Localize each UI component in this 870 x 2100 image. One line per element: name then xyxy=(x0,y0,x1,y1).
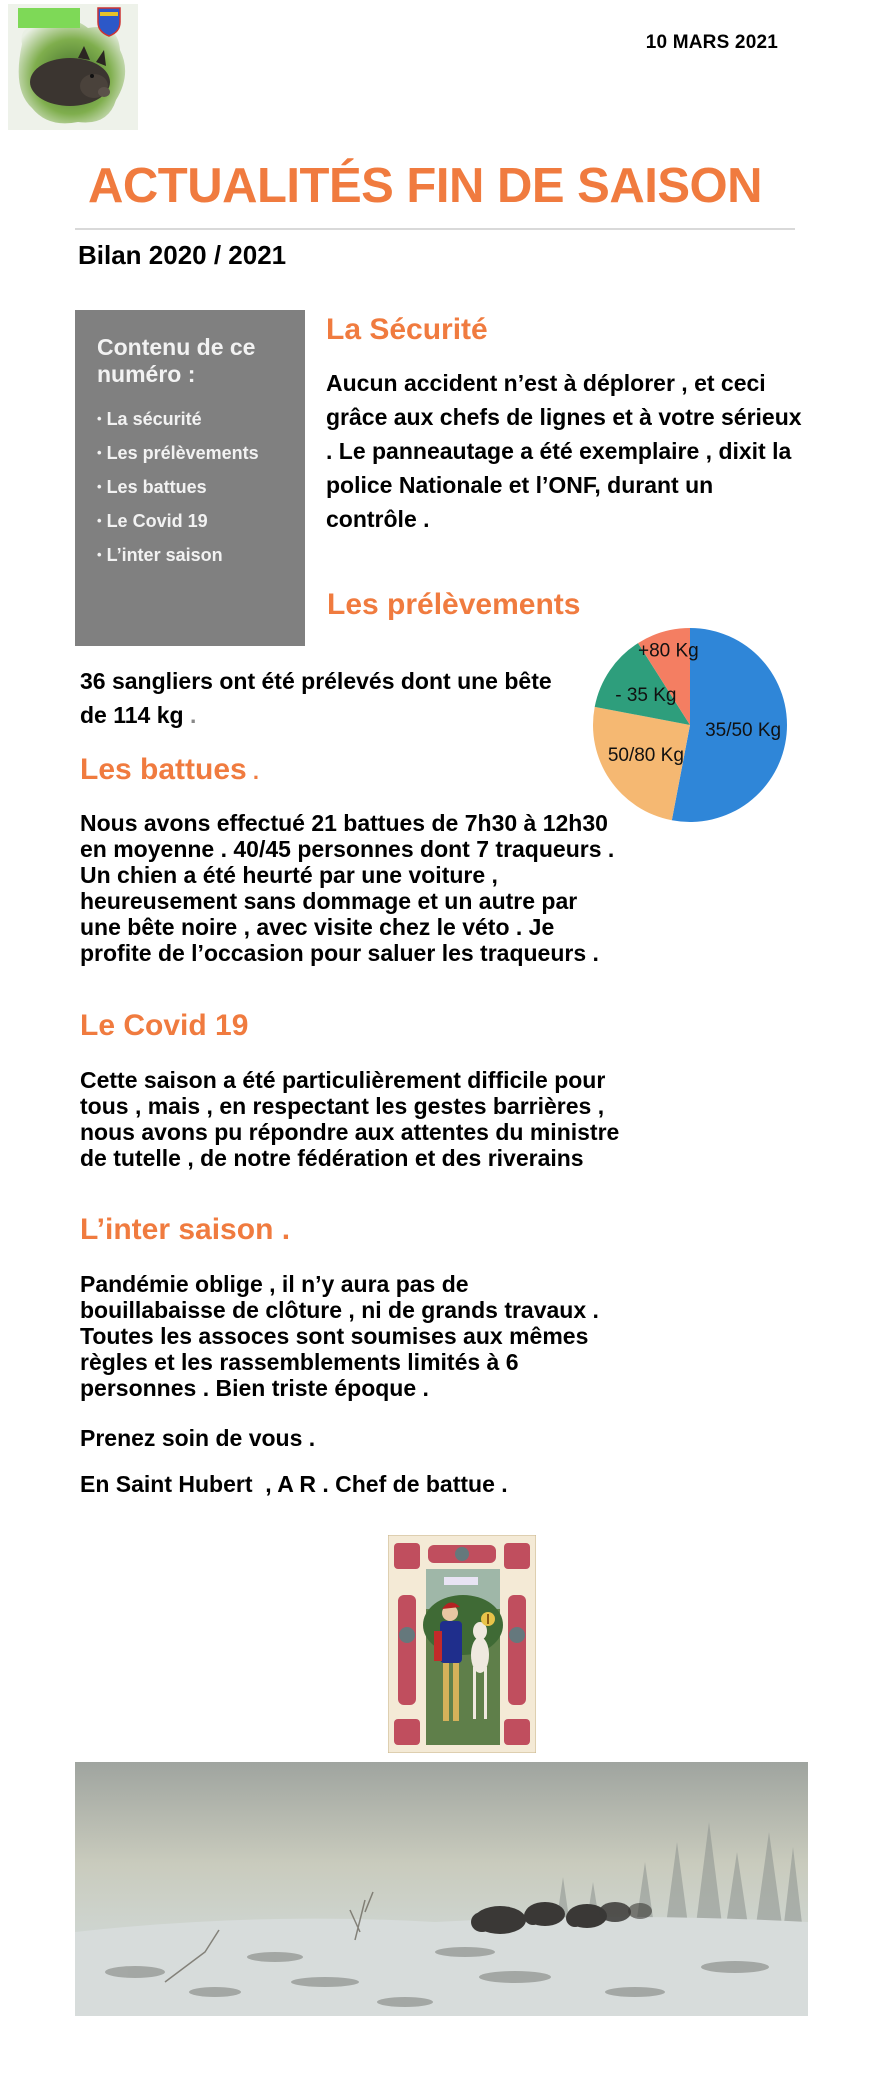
body-prelevements-end: . xyxy=(183,702,197,728)
closing-signature: En Saint Hubert , A R . Chef de battue . xyxy=(80,1471,508,1497)
heading-battues-end: . xyxy=(246,759,259,784)
pie-svg xyxy=(590,625,790,825)
toc-list xyxy=(97,402,259,572)
toc-title: Contenu de ce numéro : xyxy=(97,334,256,387)
title-divider xyxy=(75,228,795,230)
heading-securite: La Sécurité xyxy=(326,313,488,346)
heading-prelevements: Les prélèvements xyxy=(327,588,581,621)
boar-logo-icon xyxy=(8,4,138,130)
pie-label-2: - 35 Kg xyxy=(615,685,677,707)
heading-battues-text: Les battues xyxy=(80,753,247,786)
body-securite: Aucun accident n’est à déplorer , et ceci grâce aux chefs de lignes et à votre sérieux . Le panneautage a été exemplaire , dixit la police Nationale et l’ONF, durant un contrôle . xyxy=(326,370,802,532)
body-prelevements-text: 36 sangliers ont été prélevés dont une bête de 114 kg xyxy=(80,668,552,728)
body-battues: Nous avons effectué 21 battues de 7h30 à 12h30 en moyenne . 40/45 personnes dont 7 traqueurs . Un chien a été heurté par une voiture , heureusement sans dommage et un autre par une bête noire , avec visite chez le véto . Je profite de l’occasion pour saluer les traqueurs . xyxy=(80,810,615,966)
toc-item-inter-saison[interactable]: • L’inter saison xyxy=(97,538,259,572)
pie-label-3: +80 Kg xyxy=(637,640,699,662)
toc-item-battues[interactable]: • Les battues xyxy=(97,470,259,504)
body-inter-saison: Pandémie oblige , il n’y aura pas de bouillabaisse de clôture , ni de grands travaux . Toutes les assoces sont soumises aux mêmes règles et les rassemblements limités à 6 personnes . Bien triste époque . xyxy=(80,1271,599,1401)
boars-in-snow-painting-icon xyxy=(75,1762,808,2016)
toc-item-securite[interactable]: • La sécurité xyxy=(97,402,259,436)
body-prelevements xyxy=(80,664,580,732)
heading-covid: Le Covid 19 xyxy=(80,1009,249,1042)
page-title: ACTUALITÉS FIN DE SAISON xyxy=(88,159,763,213)
toc-item-covid[interactable]: • Le Covid 19 xyxy=(97,504,259,538)
saint-hubert-illumination-icon xyxy=(388,1535,536,1753)
pie-label-1: 50/80 Kg xyxy=(607,744,684,766)
weight-pie-chart xyxy=(590,625,790,825)
issue-date: 10 MARS 2021 xyxy=(645,32,778,53)
toc-item-prelevements[interactable]: • Les prélèvements xyxy=(97,436,259,470)
heading-battues xyxy=(80,753,259,787)
saint-hubert-image xyxy=(388,1535,536,1753)
page-subtitle: Bilan 2020 / 2021 xyxy=(78,240,287,270)
pie-label-0: 35/50 Kg xyxy=(705,720,782,742)
club-logo xyxy=(8,4,138,130)
body-covid: Cette saison a été particulièrement difficile pour tous , mais , en respectant les gestes barrières , nous avons pu répondre aux attentes du ministre de tutelle , de notre fédération et des riverains xyxy=(80,1067,620,1171)
landscape-image xyxy=(75,1762,808,2016)
heading-inter-saison: L’inter saison . xyxy=(80,1213,291,1246)
closing-line-1: Prenez soin de vous . xyxy=(80,1425,316,1451)
table-of-contents xyxy=(75,310,305,646)
